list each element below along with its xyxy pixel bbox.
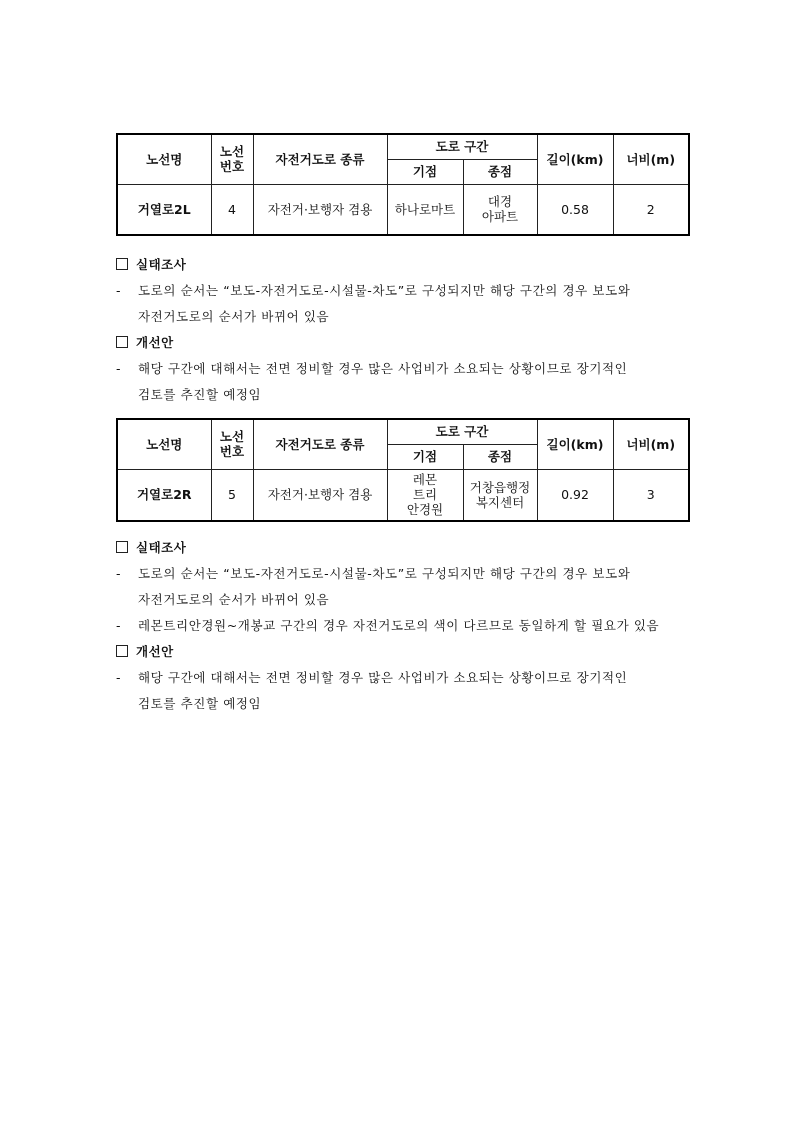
list-item: - 도로의 순서는 “보도-자전거도로-시설물-차도”로 구성되지만 해당 구간의 경우 보도와 자전거도로의 순서가 바뀌어 있음 <box>116 561 696 613</box>
cell-route-name: 거열로2L <box>117 184 211 235</box>
cell-route-number: 4 <box>211 184 253 235</box>
cell-end-line1: 거창읍행정 <box>469 479 531 495</box>
route-table-2r <box>116 418 690 522</box>
cell-start-line1: 레몬 <box>412 472 438 488</box>
header-route-name: 노선명 <box>117 134 211 184</box>
cell-width: 3 <box>613 469 689 521</box>
cell-bike-type: 자전거·보행자 겸용 <box>253 469 387 521</box>
dash-bullet: - <box>116 361 122 376</box>
cell-end-line2: 복지센터 <box>475 494 525 510</box>
route-table-2l <box>116 133 690 236</box>
header-end: 종점 <box>463 159 537 184</box>
dash-bullet: - <box>116 670 122 685</box>
cell-start: 하나로마트 <box>387 184 463 235</box>
cell-start <box>387 469 463 521</box>
improve-heading: 개선안 <box>116 639 696 665</box>
checkbox-icon <box>116 336 128 348</box>
dash-bullet: - <box>116 283 122 298</box>
header-route-number <box>211 134 253 184</box>
notes-block-2r <box>116 535 696 717</box>
improve-heading: 개선안 <box>116 330 696 356</box>
survey-heading: 실태조사 <box>116 535 696 561</box>
header-width: 너비(m) <box>613 134 689 184</box>
header-route-name: 노선명 <box>117 419 211 469</box>
list-item: - 해당 구간에 대해서는 전면 정비할 경우 많은 사업비가 소요되는 상황이므로 장기적인 검토를 추진할 예정임 <box>116 665 696 717</box>
header-start: 기점 <box>387 159 463 184</box>
cell-start-line2: 트리 <box>412 487 438 503</box>
dash-bullet: - <box>116 566 122 581</box>
cell-end-line1: 대경 <box>487 194 513 210</box>
cell-bike-type: 자전거·보행자 겸용 <box>253 184 387 235</box>
cell-route-name: 거열로2R <box>117 469 211 521</box>
header-route-number-line2: 번호 <box>219 444 245 460</box>
list-item: - 도로의 순서는 “보도-자전거도로-시설물-차도”로 구성되지만 해당 구간의 경우 보도와 자전거도로의 순서가 바뀌어 있음 <box>116 278 696 330</box>
cell-start-line3: 안경원 <box>406 502 444 518</box>
header-end: 종점 <box>463 444 537 469</box>
cell-end-line2: 아파트 <box>481 209 519 225</box>
list-item: - 레몬트리안경원~개봉교 구간의 경우 자전거도로의 색이 다르므로 동일하게 할 필요가 있음 <box>116 613 696 639</box>
cell-width: 2 <box>613 184 689 235</box>
cell-length: 0.58 <box>537 184 613 235</box>
checkbox-icon <box>116 541 128 553</box>
survey-heading: 실태조사 <box>116 252 696 278</box>
notes-block-2l <box>116 252 696 408</box>
cell-route-number: 5 <box>211 469 253 521</box>
header-route-number-line1: 노선 <box>219 429 245 445</box>
header-section: 도로 구간 <box>387 419 537 444</box>
checkbox-icon <box>116 645 128 657</box>
checkbox-icon <box>116 258 128 270</box>
header-route-number <box>211 419 253 469</box>
cell-length: 0.92 <box>537 469 613 521</box>
header-bike-type: 자전거도로 종류 <box>253 134 387 184</box>
header-bike-type: 자전거도로 종류 <box>253 419 387 469</box>
header-width: 너비(m) <box>613 419 689 469</box>
cell-end <box>463 469 537 521</box>
header-route-number-line1: 노선 <box>219 144 245 160</box>
header-length: 길이(km) <box>537 419 613 469</box>
header-section: 도로 구간 <box>387 134 537 159</box>
table-row <box>117 469 689 521</box>
cell-end <box>463 184 537 235</box>
dash-bullet: - <box>116 618 122 633</box>
header-start: 기점 <box>387 444 463 469</box>
header-length: 길이(km) <box>537 134 613 184</box>
list-item: - 해당 구간에 대해서는 전면 정비할 경우 많은 사업비가 소요되는 상황이므로 장기적인 검토를 추진할 예정임 <box>116 356 696 408</box>
header-route-number-line2: 번호 <box>219 159 245 175</box>
table-row <box>117 184 689 235</box>
